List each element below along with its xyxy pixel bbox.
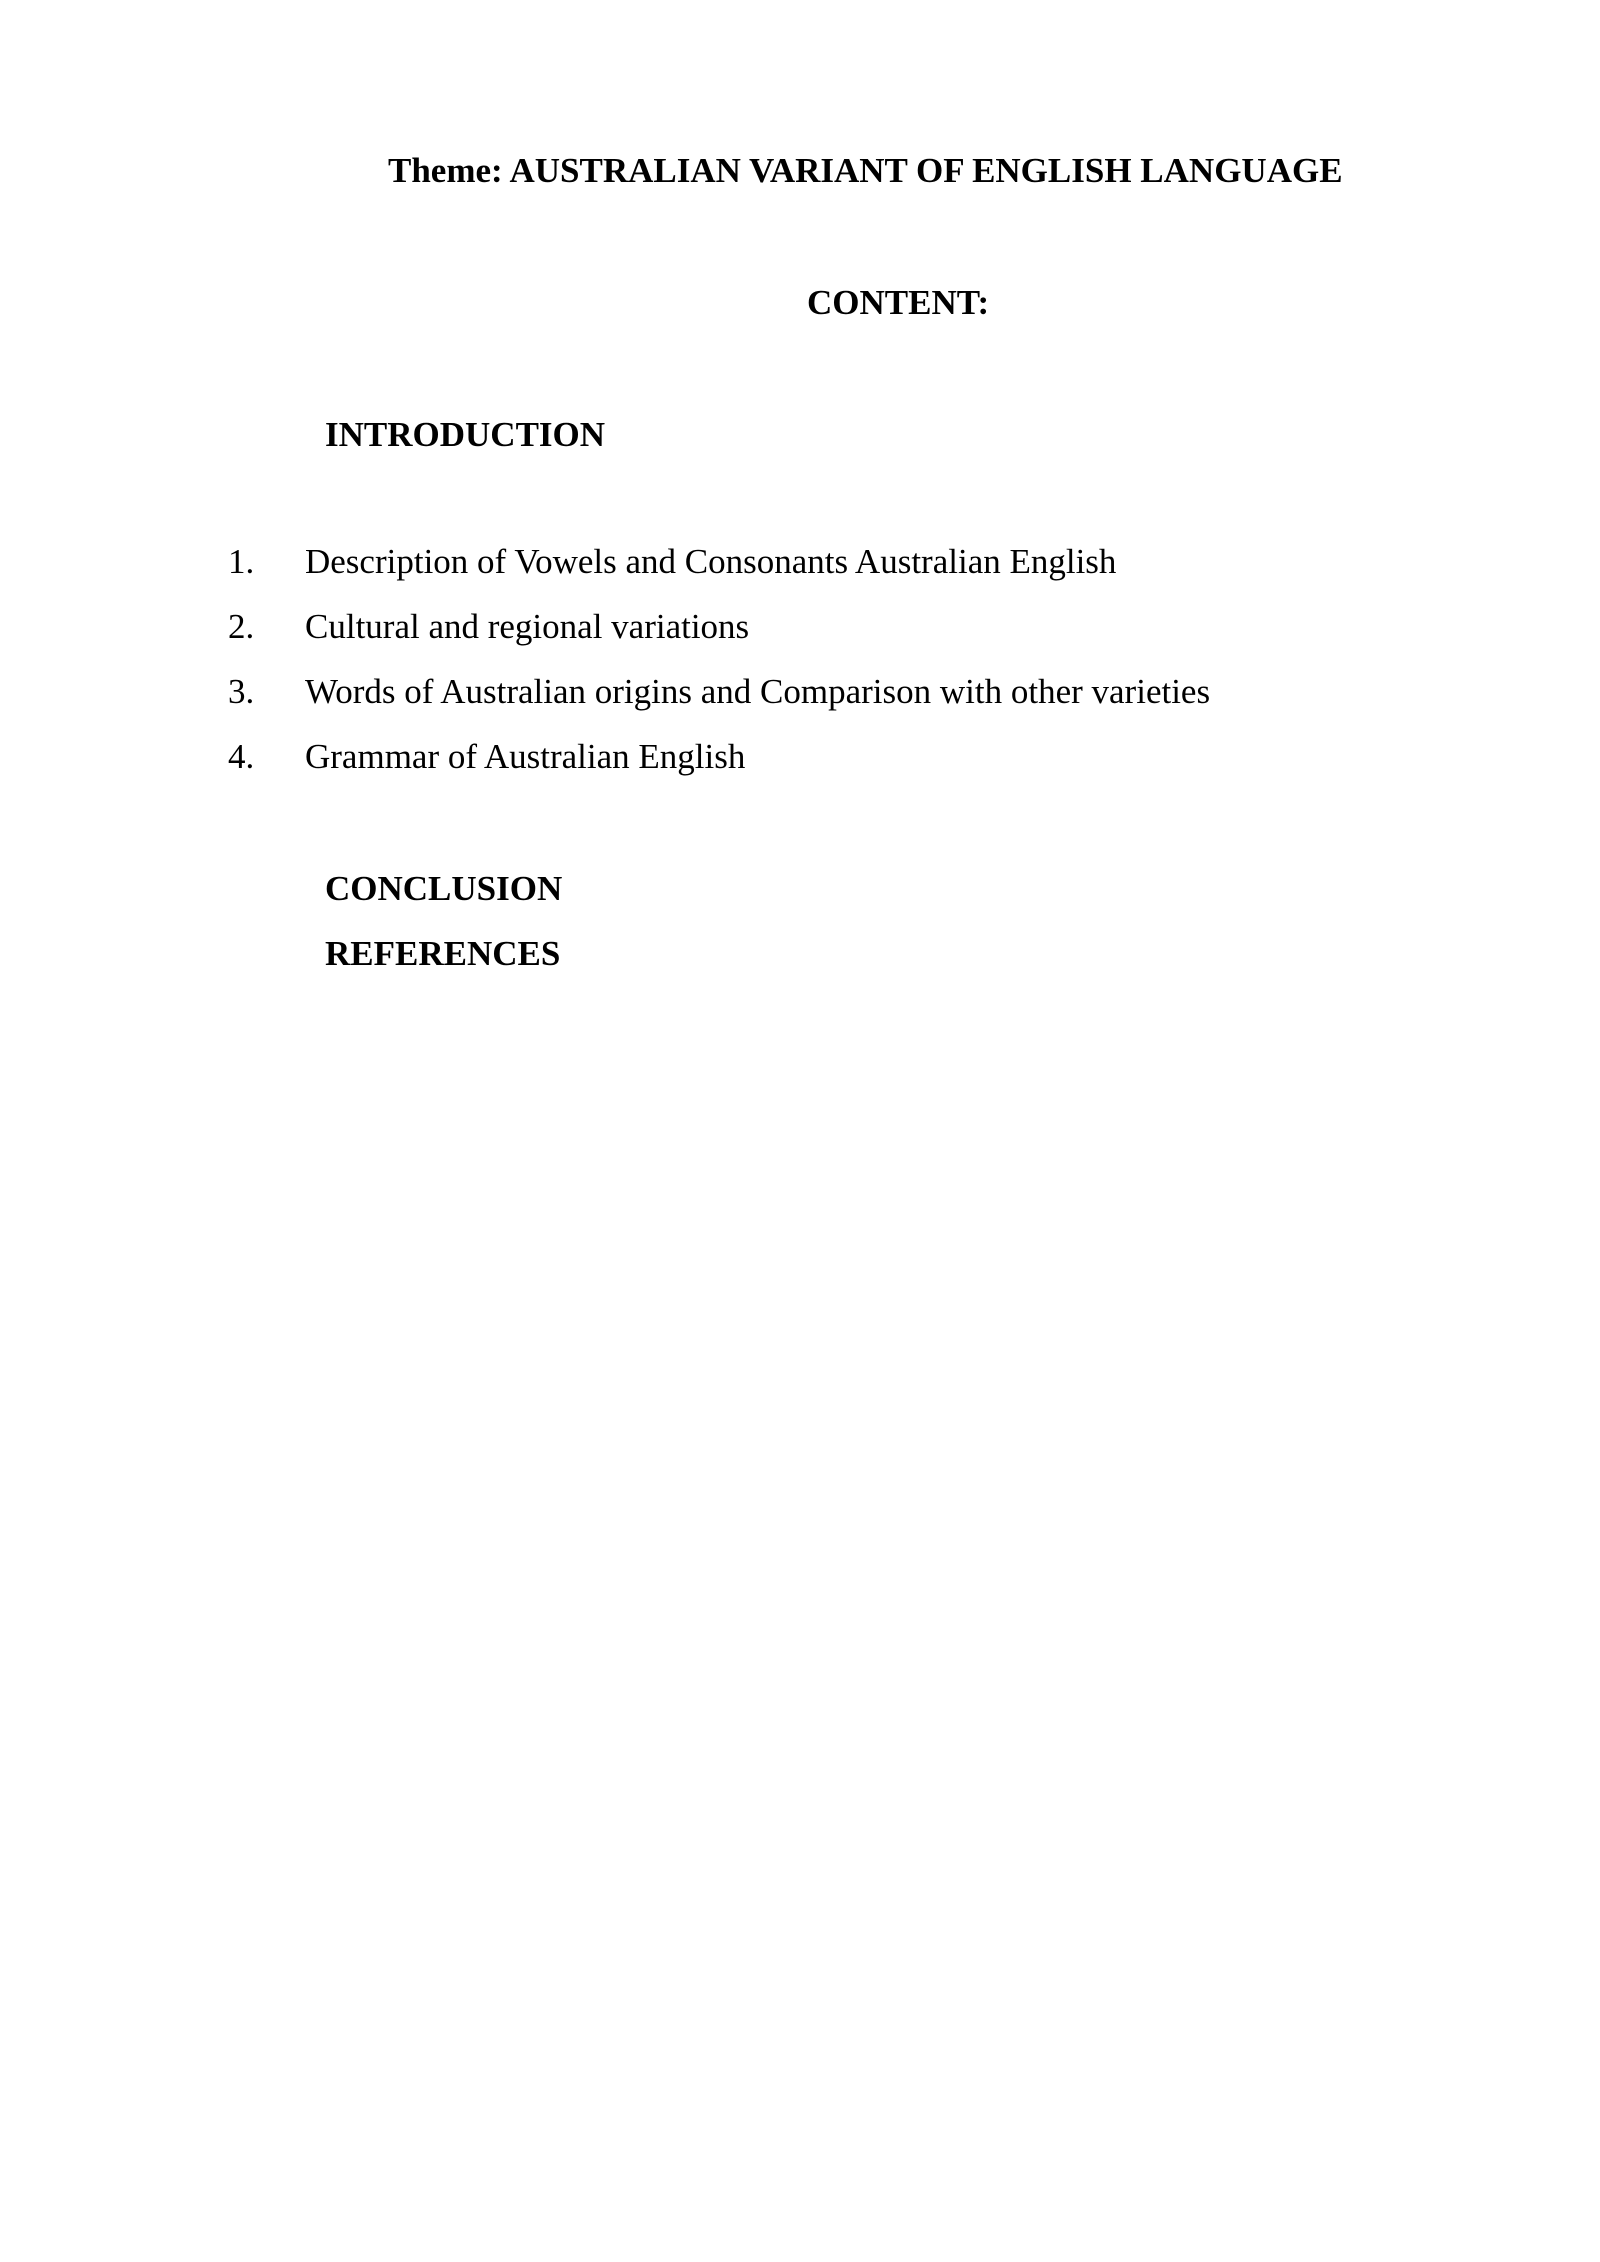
content-heading: CONTENT: [807, 283, 990, 322]
toc-item-text: Cultural and regional variations [305, 607, 750, 646]
introduction-heading: INTRODUCTION [325, 415, 606, 454]
toc-item-text: Grammar of Australian English [305, 737, 746, 776]
toc-item-1 [228, 541, 1210, 606]
toc-item-number: 1. [228, 542, 255, 581]
toc-item-4 [228, 736, 1210, 801]
toc-item-3 [228, 671, 1210, 736]
toc-item-text: Words of Australian origins and Comparison with other varieties [305, 672, 1211, 711]
document-title: Theme: AUSTRALIAN VARIANT OF ENGLISH LANGUAGE [388, 151, 1343, 190]
toc-item-2 [228, 606, 1210, 671]
conclusion-heading: CONCLUSION [325, 869, 563, 908]
toc-item-text: Description of Vowels and Consonants Australian English [305, 542, 1117, 581]
toc-item-number: 4. [228, 737, 255, 776]
toc-item-number: 3. [228, 672, 255, 711]
references-heading: REFERENCES [325, 934, 561, 973]
table-of-contents-list [228, 541, 1210, 801]
toc-item-number: 2. [228, 607, 255, 646]
